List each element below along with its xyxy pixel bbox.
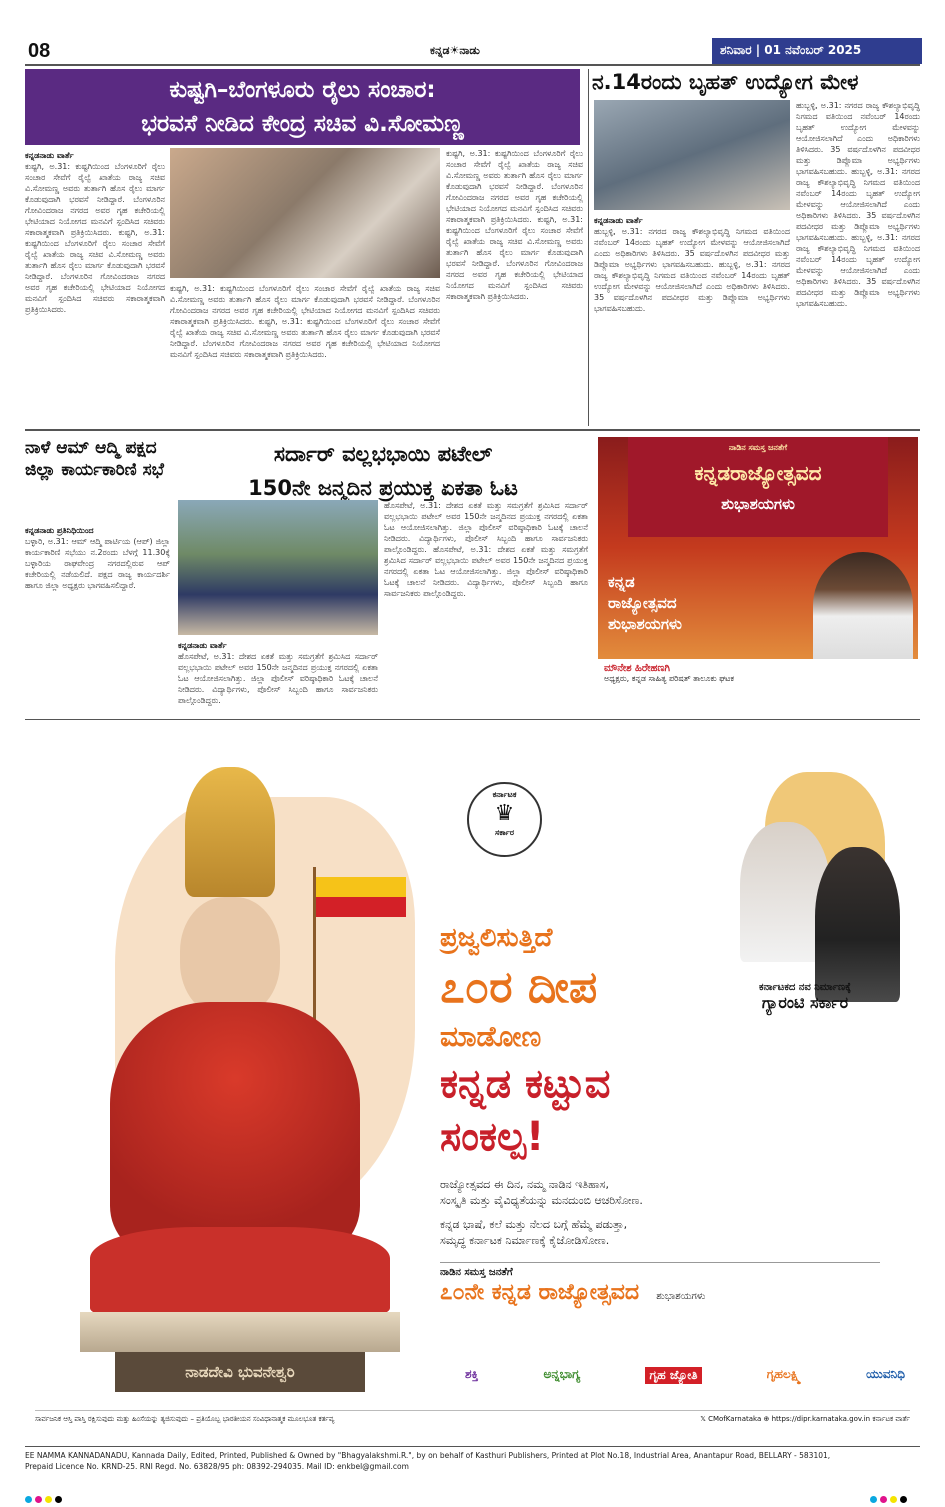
story4-body: ಹೊಸಪೇಟೆ, ಅ.31: ದೇಶದ ಏಕತೆ ಮತ್ತು ಸಮಗ್ರತೆಗೆ ಶ್ರಮಿಸಿದ ಸರ್ದಾರ್ ವಲ್ಲಭಭಾಯಿ ಪಟೇಲ್ ಅವರ 150ನೇ ಜನ್ಮದಿನದ ಪ್ರಯುಕ್ತ ನಗರದಲ್ಲಿ ಏಕತಾ ಓಟ ಆಯೋಜಿಸಲಾಗಿತ್ತು. ಜಿಲ್ಲಾ ಪೊಲೀಸ್ ವರಿಷ್ಠಾಧಿಕಾರಿ ಓಟಕ್ಕೆ ಚಾಲನೆ ನೀಡಿದರು. ವಿದ್ಯಾರ್ಥಿಗಳು, ಪೊಲೀಸ್ ಸಿಬ್ಬಂದಿ ಹಾಗೂ ಸಾರ್ವಜನಿಕರು ಪಾಲ್ಗೊಂಡಿದ್ದರು. xyxy=(178,652,378,705)
story2-body-col2b: ಹುಬ್ಬಳ್ಳಿ, ಅ.31: ನಗರದ ರಾಜ್ಯ ಕೌಶಲ್ಯಾಭಿವೃದ್ಧಿ ನಿಗಮದ ವತಿಯಿಂದ ನವೆಂಬರ್ 14ರಂದು ಬೃಹತ್ ಉದ್ಯೋಗ ಮೇಳವನ್ನು ಆಯೋಜಿಸಲಾಗಿದೆ ಎಂದು ಅಧಿಕಾರಿಗಳು ತಿಳಿಸಿದರು. 35 ವರ್ಷದೊಳಗಿನ ಪದವೀಧರ ಮತ್ತು ಡಿಪ್ಲೊಮಾ ಅಭ್ಯರ್ಥಿಗಳು ಭಾಗವಹಿಸಬಹುದು. xyxy=(796,167,920,242)
story1-column-3 xyxy=(446,148,583,423)
color-registration-left xyxy=(25,1488,65,1507)
statue-crown xyxy=(185,767,275,897)
ad-top-line: ನಾಡಿನ ಸಮಸ್ತ ಜನತೆಗೆ xyxy=(728,443,788,452)
story1-headline-line2: ಭರವಸೆ ನೀಡಿದ ಕೇಂದ್ರ ಸಚಿವ ವಿ.ಸೋಮಣ್ಣ xyxy=(141,111,464,137)
story2-headline: ನ.14ರಂದು ಬೃಹತ್ ಉದ್ಯೋಗ ಮೇಳ xyxy=(592,70,859,94)
government-rajyotsava-ad xyxy=(35,727,910,1442)
story3-body: ಬಳ್ಳಾರಿ, ಅ.31: ಆಮ್ ಆದ್ಮಿ ಪಾರ್ಟಿಯ (ಆಪ್) ಜಿಲ್ಲಾ ಕಾರ್ಯಕಾರಿಣಿ ಸಭೆಯು ನ.2ರಂದು ಬೆಳಗ್ಗೆ 11.30ಕ್ಕೆ ಬಳ್ಳಾರಿಯ ರಾಘವೇಂದ್ರ ನಗರದಲ್ಲಿರುವ ಆಪ್ ಕಚೇರಿಯಲ್ಲಿ ನಡೆಯಲಿದೆ. ಪಕ್ಷದ ರಾಜ್ಯ ಕಾರ್ಯದರ್ಶಿ ಹಾಗೂ ಜಿಲ್ಲಾ ಅಧ್ಯಕ್ಷರು ಭಾಗವಹಿಸಲಿದ್ದಾರೆ. xyxy=(25,537,170,590)
statue-lap xyxy=(90,1227,390,1317)
rajyotsava-greeting-ad xyxy=(598,437,918,712)
dept-name: ಕರ್ನಾಟಕ ವಾರ್ತೆ xyxy=(872,1415,910,1423)
para2b: ಸಮೃದ್ಧ ಕರ್ನಾಟಕ ನಿರ್ಮಾಣಕ್ಕೆ ಕೈಜೋಡಿಸೋಣ. xyxy=(440,1234,610,1247)
ad-person-name: ಮೌನೇಶ ಹಿರೇಹಣಗಿ xyxy=(604,663,670,674)
emblem-icon: ♛ xyxy=(494,801,515,826)
para2a: ಕನ್ನಡ ಭಾಷೆ, ಕಲೆ ಮತ್ತು ನೆಲದ ಬಗ್ಗೆ ಹೆಮ್ಮೆ ಪಡುತ್ತಾ, xyxy=(440,1218,628,1231)
statue-body xyxy=(110,1002,360,1257)
story4-column-1 xyxy=(178,640,378,715)
scheme-gruha-jyothi: ಗೃಹ ಜ್ಯೋತಿ xyxy=(645,1367,701,1384)
ad-left-text-2: ರಾಜ್ಯೋತ್ಸವದ xyxy=(608,594,677,612)
tagline-small: ಕರ್ನಾಟಕದ ನವ ನಿರ್ಮಾಣಕ್ಕೆ xyxy=(759,982,851,993)
story3-body-block xyxy=(25,525,170,715)
story2-body-col2c: ಹುಬ್ಬಳ್ಳಿ, ಅ.31: ನಗರದ ರಾಜ್ಯ ಕೌಶಲ್ಯಾಭಿವೃದ್ಧಿ ನಿಗಮದ ವತಿಯಿಂದ ನವೆಂಬರ್ 14ರಂದು ಬೃಹತ್ ಉದ್ಯೋಗ ಮೇಳವನ್ನು ಆಯೋಜಿಸಲಾಗಿದೆ ಎಂದು ಅಧಿಕಾರಿಗಳು ತಿಳಿಸಿದರು. 35 ವರ್ಷದೊಳಗಿನ ಪದವೀಧರ ಮತ್ತು ಡಿಪ್ಲೊಮಾ ಅಭ್ಯರ್ಥಿಗಳು ಭಾಗವಹಿಸಬಹುದು. xyxy=(796,233,920,308)
x-icon: 𝕏 xyxy=(700,1415,709,1423)
story2-column-2 xyxy=(796,100,920,425)
footer-line1: EE NAMMA KANNADANADU, Kannada Daily, Edited, Printed, Published & Owned by "Bhagyalakshmi.R.", by on behalf of Kasthuri Publishers, Printed at Plot No.18, Industrial Area, Anantapur Road, BELLARY - 583101, xyxy=(25,1451,831,1460)
story1-body: ಕುಷ್ಟಗಿ, ಅ.31: ಕುಷ್ಟಗಿಯಿಂದ ಬೆಂಗಳೂರಿಗೆ ರೈಲು ಸಂಚಾರ ಸೇವೆಗೆ ರೈಲ್ವೆ ಖಾತೆಯ ರಾಜ್ಯ ಸಚಿವ ವಿ.ಸೋಮಣ್ಣ ಅವರು ತುರ್ತಾಗಿ ಹೊಸ ರೈಲು ಮಾರ್ಗ ಕೊಡುವುದಾಗಿ ಭರವಸೆ ನೀಡಿದ್ದಾರೆ. ಬೆಂಗಳೂರಿನ ಗೋವಿಂದರಾಜ ನಗರದ ಅವರ ಗೃಹ ಕಚೇರಿಯಲ್ಲಿ ಭೇಟಿಯಾದ ನಿಯೋಗದ ಮನವಿಗೆ ಸ್ಪಂದಿಸಿದ ಸಚಿವರು ಸಕಾರಾತ್ಮಕವಾಗಿ ಪ್ರತಿಕ್ರಿಯಿಸಿದರು. xyxy=(25,162,165,237)
story4-body-col2: ಹೊಸಪೇಟೆ, ಅ.31: ದೇಶದ ಏಕತೆ ಮತ್ತು ಸಮಗ್ರತೆಗೆ ಶ್ರಮಿಸಿದ ಸರ್ದಾರ್ ವಲ್ಲಭಭಾಯಿ ಪಟೇಲ್ ಅವರ 150ನೇ ಜನ್ಮದಿನದ ಪ್ರಯುಕ್ತ ನಗರದಲ್ಲಿ ಏಕತಾ ಓಟ ಆಯೋಜಿಸಲಾಗಿತ್ತು. ಜಿಲ್ಲಾ ಪೊಲೀಸ್ ವರಿಷ್ಠಾಧಿಕಾರಿ ಓಟಕ್ಕೆ ಚಾಲನೆ ನೀಡಿದರು. ವಿದ್ಯಾರ್ಥಿಗಳು, ಪೊಲೀಸ್ ಸಿಬ್ಬಂದಿ ಹಾಗೂ ಸಾರ್ವಜನಿಕರು ಪಾಲ್ಗೊಂಡಿದ್ದರು. xyxy=(384,501,588,554)
leader-photo-2 xyxy=(815,847,900,1002)
scheme-yuvanidhi: ಯುವನಿಧಿ xyxy=(866,1367,905,1381)
slogan-line1: ಪ್ರಜ್ವಲಿಸುತ್ತಿದೆ xyxy=(440,923,553,953)
ad-left-text-3: ಶುಭಾಶಯಗಳು xyxy=(608,615,682,633)
story1-body-continued: ಕುಷ್ಟಗಿ, ಅ.31: ಕುಷ್ಟಗಿಯಿಂದ ಬೆಂಗಳೂರಿಗೆ ರೈಲು ಸಂಚಾರ ಸೇವೆಗೆ ರೈಲ್ವೆ ಖಾತೆಯ ರಾಜ್ಯ ಸಚಿವ ವಿ.ಸೋಮಣ್ಣ ಅವರು ತುರ್ತಾಗಿ ಹೊಸ ರೈಲು ಮಾರ್ಗ ಕೊಡುವುದಾಗಿ ಭರವಸೆ ನೀಡಿದ್ದಾರೆ. ಬೆಂಗಳೂರಿನ ಗೋವಿಂದರಾಜ ನಗರದ ಅವರ ಗೃಹ ಕಚೇರಿಯಲ್ಲಿ ಭೇಟಿಯಾದ ನಿಯೋಗದ ಮನವಿಗೆ ಸ್ಪಂದಿಸಿದ ಸಚಿವರು ಸಕಾರಾತ್ಮಕವಾಗಿ ಪ್ರತಿಕ್ರಿಯಿಸಿದರು. xyxy=(25,228,165,314)
greet-big: ೭೦ನೇ ಕನ್ನಡ ರಾಜ್ಯೋತ್ಸವದ xyxy=(440,1280,640,1305)
footer-divider xyxy=(25,1446,920,1447)
scheme-annabhagya: ಅನ್ನಭಾಗ್ಯ xyxy=(543,1367,581,1381)
para1b: ಸಂಸ್ಕೃತಿ ಮತ್ತು ವೈವಿಧ್ಯತೆಯನ್ನು ಮನದುಂಬಿ ಆಚರಿಸೋಣ. xyxy=(440,1194,643,1207)
scheme-gruhalakshmi: ಗೃಹಲಕ್ಷ್ಮಿ xyxy=(766,1367,801,1381)
greet-small: ನಾಡಿನ ಸಮಸ್ತ ಜನತೆಗೆ xyxy=(440,1267,513,1278)
story2-body-b: ಹುಬ್ಬಳ್ಳಿ, ಅ.31: ನಗರದ ರಾಜ್ಯ ಕೌಶಲ್ಯಾಭಿವೃದ್ಧಿ ನಿಗಮದ ವತಿಯಿಂದ ನವೆಂಬರ್ 14ರಂದು ಬೃಹತ್ ಉದ್ಯೋಗ ಮೇಳವನ್ನು ಆಯೋಜಿಸಲಾಗಿದೆ ಎಂದು ಅಧಿಕಾರಿಗಳು ತಿಳಿಸಿದರು. 35 ವರ್ಷದೊಳಗಿನ ಪದವೀಧರ ಮತ್ತು ಡಿಪ್ಲೊಮಾ ಅಭ್ಯರ್ಥಿಗಳು ಭಾಗವಹಿಸಬಹುದು. xyxy=(594,260,790,313)
scheme-shakti: ಶಕ್ತಿ xyxy=(465,1367,479,1381)
website-link[interactable]: https://dipr.karnataka.gov.in xyxy=(771,1415,871,1423)
emblem-bottom-text: ಸರ್ಕಾರ xyxy=(494,828,515,837)
story1-body-col3: ಕುಷ್ಟಗಿ, ಅ.31: ಕುಷ್ಟಗಿಯಿಂದ ಬೆಂಗಳೂರಿಗೆ ರೈಲು ಸಂಚಾರ ಸೇವೆಗೆ ರೈಲ್ವೆ ಖಾತೆಯ ರಾಜ್ಯ ಸಚಿವ ವಿ.ಸೋಮಣ್ಣ ಅವರು ತುರ್ತಾಗಿ ಹೊಸ ರೈಲು ಮಾರ್ಗ ಕೊಡುವುದಾಗಿ ಭರವಸೆ ನೀಡಿದ್ದಾರೆ. ಬೆಂಗಳೂರಿನ ಗೋವಿಂದರಾಜ ನಗರದ ಅವರ ಗೃಹ ಕಚೇರಿಯಲ್ಲಿ ಭೇಟಿಯಾದ ನಿಯೋಗದ ಮನವಿಗೆ ಸ್ಪಂದಿಸಿದ ಸಚಿವರು ಸಕಾರಾತ್ಮಕವಾಗಿ ಪ್ರತಿಕ್ರಿಯಿಸಿದರು. xyxy=(446,149,583,224)
social-x-handle: CMofKarnataka xyxy=(708,1415,762,1423)
karnataka-emblem xyxy=(467,782,542,857)
greeting-block xyxy=(440,1262,880,1308)
story4-headline xyxy=(178,437,588,505)
story1-body-col2b: ಕುಷ್ಟಗಿ, ಅ.31: ಕುಷ್ಟಗಿಯಿಂದ ಬೆಂಗಳೂರಿಗೆ ರೈಲು ಸಂಚಾರ ಸೇವೆಗೆ ರೈಲ್ವೆ ಖಾತೆಯ ರಾಜ್ಯ ಸಚಿವ ವಿ.ಸೋಮಣ್ಣ ಅವರು ತುರ್ತಾಗಿ ಹೊಸ ರೈಲು ಮಾರ್ಗ ಕೊಡುವುದಾಗಿ ಭರವಸೆ ನೀಡಿದ್ದಾರೆ. ಬೆಂಗಳೂರಿನ ಗೋವಿಂದರಾಜ ನಗರದ ಅವರ ಗೃಹ ಕಚೇರಿಯಲ್ಲಿ ಭೇಟಿಯಾದ ನಿಯೋಗದ ಮನವಿಗೆ ಸ್ಪಂದಿಸಿದ ಸಚಿವರು ಸಕಾರಾತ್ಮಕವಾಗಿ ಪ್ರತಿಕ್ರಿಯಿಸಿದರು. xyxy=(170,317,440,359)
para1a: ರಾಜ್ಯೋತ್ಸವದ ಈ ದಿನ, ನಮ್ಮ ನಾಡಿನ ಇತಿಹಾಸ, xyxy=(440,1178,609,1191)
slogan-line4: ಕನ್ನಡ ಕಟ್ಟುವ xyxy=(440,1061,611,1107)
flag-yellow xyxy=(316,877,406,897)
story3-byline: ಕನ್ನಡನಾಡು ಪ್ರತಿನಿಧಿಯಿಂದ xyxy=(25,526,94,535)
footer-line2: Prepaid Licence No. KRND-25. RNI Regd. No. 63828/95 ph: 08392-294035. Mail ID: enkbel@gmail.com xyxy=(25,1462,409,1471)
masthead-brand: ಕನ್ನಡ☀ನಾಡು xyxy=(430,44,480,57)
story4-headline-line2: 150ನೇ ಜನ್ಮದಿನ ಪ್ರಯುಕ್ತ ಏಕತಾ ಓಟ xyxy=(248,476,518,500)
statue-base-top xyxy=(80,1312,400,1352)
story2-body-col2: ಹುಬ್ಬಳ್ಳಿ, ಅ.31: ನಗರದ ರಾಜ್ಯ ಕೌಶಲ್ಯಾಭಿವೃದ್ಧಿ ನಿಗಮದ ವತಿಯಿಂದ ನವೆಂಬರ್ 14ರಂದು ಬೃಹತ್ ಉದ್ಯೋಗ ಮೇಳವನ್ನು ಆಯೋಜಿಸಲಾಗಿದೆ ಎಂದು ಅಧಿಕಾರಿಗಳು ತಿಳಿಸಿದರು. 35 ವರ್ಷದೊಳಗಿನ ಪದವೀಧರ ಮತ್ತು ಡಿಪ್ಲೊಮಾ ಅಭ್ಯರ್ಥಿಗಳು ಭಾಗವಹಿಸಬಹುದು. xyxy=(796,101,920,176)
ad-paragraphs xyxy=(440,1177,880,1249)
statue-plaque: ನಾಡದೇವಿ ಭುವನೇಶ್ವರಿ xyxy=(115,1352,365,1392)
ad-banner-top xyxy=(628,437,888,537)
emblem-top-text: ಕರ್ನಾಟಕ xyxy=(492,790,517,799)
ad-left-text-1: ಕನ್ನಡ xyxy=(608,573,635,591)
story1-headline xyxy=(25,69,580,145)
story2-photo xyxy=(594,100,790,210)
header-divider xyxy=(25,64,920,66)
story4-column-2 xyxy=(384,500,588,715)
date-banner: ಶನಿವಾರ | 01 ನವೆಂಬರ್ 2025 xyxy=(712,38,922,64)
slogan-line3: ಮಾಡೋಣ xyxy=(440,1020,542,1053)
social-links xyxy=(700,1415,910,1424)
ad-name-box xyxy=(598,659,918,712)
color-registration-right xyxy=(870,1488,910,1507)
person-portrait xyxy=(813,552,913,659)
story1-body-col2: ಕುಷ್ಟಗಿ, ಅ.31: ಕುಷ್ಟಗಿಯಿಂದ ಬೆಂಗಳೂರಿಗೆ ರೈಲು ಸಂಚಾರ ಸೇವೆಗೆ ರೈಲ್ವೆ ಖಾತೆಯ ರಾಜ್ಯ ಸಚಿವ ವಿ.ಸೋಮಣ್ಣ ಅವರು ತುರ್ತಾಗಿ ಹೊಸ ರೈಲು ಮಾರ್ಗ ಕೊಡುವುದಾಗಿ ಭರವಸೆ ನೀಡಿದ್ದಾರೆ. ಬೆಂಗಳೂರಿನ ಗೋವಿಂದರಾಜ ನಗರದ ಅವರ ಗೃಹ ಕಚೇರಿಯಲ್ಲಿ ಭೇಟಿಯಾದ ನಿಯೋಗದ ಮನವಿಗೆ ಸ್ಪಂದಿಸಿದ ಸಚಿವರು ಸಕಾರಾತ್ಮಕವಾಗಿ ಪ್ರತಿಕ್ರಿಯಿಸಿದರು. xyxy=(170,284,440,326)
ad-subtitle: ಶುಭಾಶಯಗಳು xyxy=(721,495,795,513)
section-divider-2 xyxy=(25,719,920,720)
greet-end: ಶುಭಾಶಯಗಳು xyxy=(656,1291,706,1302)
story4-body-col2b: ಹೊಸಪೇಟೆ, ಅ.31: ದೇಶದ ಏಕತೆ ಮತ್ತು ಸಮಗ್ರತೆಗೆ ಶ್ರಮಿಸಿದ ಸರ್ದಾರ್ ವಲ್ಲಭಭಾಯಿ ಪಟೇಲ್ ಅವರ 150ನೇ ಜನ್ಮದಿನದ ಪ್ರಯುಕ್ತ ನಗರದಲ್ಲಿ ಏಕತಾ ಓಟ ಆಯೋಜಿಸಲಾಗಿತ್ತು. ಜಿಲ್ಲಾ ಪೊಲೀಸ್ ವರಿಷ್ಠಾಧಿಕಾರಿ ಓಟಕ್ಕೆ ಚಾಲನೆ ನೀಡಿದರು. ವಿದ್ಯಾರ್ಥಿಗಳು, ಪೊಲೀಸ್ ಸಿಬ್ಬಂದಿ ಹಾಗೂ ಸಾರ್ವಜನಿಕರು ಪಾಲ್ಗೊಂಡಿದ್ದರು. xyxy=(384,545,588,598)
story1-body-col3b: ಕುಷ್ಟಗಿ, ಅ.31: ಕುಷ್ಟಗಿಯಿಂದ ಬೆಂಗಳೂರಿಗೆ ರೈಲು ಸಂಚಾರ ಸೇವೆಗೆ ರೈಲ್ವೆ ಖಾತೆಯ ರಾಜ್ಯ ಸಚಿವ ವಿ.ಸೋಮಣ್ಣ ಅವರು ತುರ್ತಾಗಿ ಹೊಸ ರೈಲು ಮಾರ್ಗ ಕೊಡುವುದಾಗಿ ಭರವಸೆ ನೀಡಿದ್ದಾರೆ. ಬೆಂಗಳೂರಿನ ಗೋವಿಂದರಾಜ ನಗರದ ಅವರ ಗೃಹ ಕಚೇರಿಯಲ್ಲಿ ಭೇಟಿಯಾದ ನಿಯೋಗದ ಮನವಿಗೆ ಸ್ಪಂದಿಸಿದ ಸಚಿವರು ಸಕಾರಾತ್ಮಕವಾಗಿ ಪ್ರತಿಕ್ರಿಯಿಸಿದರು. xyxy=(446,215,583,301)
section-divider xyxy=(25,429,920,431)
story2-body: ಹುಬ್ಬಳ್ಳಿ, ಅ.31: ನಗರದ ರಾಜ್ಯ ಕೌಶಲ್ಯಾಭಿವೃದ್ಧಿ ನಿಗಮದ ವತಿಯಿಂದ ನವೆಂಬರ್ 14ರಂದು ಬೃಹತ್ ಉದ್ಯೋಗ ಮೇಳವನ್ನು ಆಯೋಜಿಸಲಾಗಿದೆ ಎಂದು ಅಧಿಕಾರಿಗಳು ತಿಳಿಸಿದರು. 35 ವರ್ಷದೊಳಗಿನ ಪದವೀಧರ ಮತ್ತು ಡಿಪ್ಲೊಮಾ ಅಭ್ಯರ್ಥಿಗಳು ಭಾಗವಹಿಸಬಹುದು. xyxy=(594,227,790,269)
story1-column-1 xyxy=(25,150,165,422)
slogan-line5: ಸಂಕಲ್ಪ! xyxy=(440,1114,545,1160)
slogan-line2: ೭೦ರ ದೀಪ xyxy=(440,962,598,1013)
story4-byline: ಕನ್ನಡನಾಡು ವಾರ್ತೆ xyxy=(178,641,227,650)
story1-photo xyxy=(170,148,440,278)
ad-person-details: ಅಧ್ಯಕ್ಷರು, ಕನ್ನಡ ಸಾಹಿತ್ಯ ಪರಿಷತ್ ತಾಲೂಕು ಘಟಕ xyxy=(604,674,735,683)
ad-title: ಕನ್ನಡರಾಜ್ಯೋತ್ಸವದ xyxy=(694,461,822,485)
statue-face xyxy=(180,897,280,1017)
ad-bottom-strip xyxy=(35,1410,910,1424)
page-number: 08 xyxy=(28,40,51,62)
story2-byline: ಕನ್ನಡನಾಡು ವಾರ್ತೆ xyxy=(594,216,643,225)
ad-left-text xyxy=(608,572,682,635)
story4-headline-line1: ಸರ್ದಾರ್ ವಲ್ಲಭಭಾಯಿ ಪಟೇಲ್ xyxy=(273,442,493,466)
story3-headline: ನಾಳೆ ಆಮ್ ಆದ್ಮಿ ಪಕ್ಷದ ಜಿಲ್ಲಾ ಕಾರ್ಯಕಾರಿಣಿ ಸಭೆ xyxy=(25,438,164,480)
story1-byline: ಕನ್ನಡನಾಡು ವಾರ್ತೆ xyxy=(25,151,74,160)
tagline-big: ಗ್ಯಾರಂಟಿ ಸರ್ಕಾರ xyxy=(761,993,849,1012)
story4-photo xyxy=(178,500,378,635)
globe-icon: ⊕ xyxy=(763,1415,772,1423)
flag-red xyxy=(316,897,406,917)
column-divider xyxy=(588,69,589,426)
story1-column-2 xyxy=(170,283,440,423)
scheme-logos xyxy=(465,1367,905,1384)
story2-column-1 xyxy=(594,215,790,425)
story1-headline-line1: ಕುಷ್ಟಗಿ–ಬೆಂಗಳೂರು ರೈಲು ಸಂಚಾರ: xyxy=(169,77,436,103)
constitution-note: ಸಾರ್ವಜನಿಕ ಆಸ್ತಿ ಪಾಸ್ತಿ ರಕ್ಷಿಸುವುದು ಮತ್ತು ಹಿಂಸೆಯನ್ನು ತ್ಯಜಿಸುವುದು – ಪ್ರತಿಯೊಬ್ಬ ಭಾರತೀಯನ ಸಂವಿಧಾನಾತ್ಮಕ ಮೂಲಭೂತ ಕರ್ತವ್ಯ xyxy=(35,1415,335,1423)
print-line xyxy=(25,1450,920,1472)
